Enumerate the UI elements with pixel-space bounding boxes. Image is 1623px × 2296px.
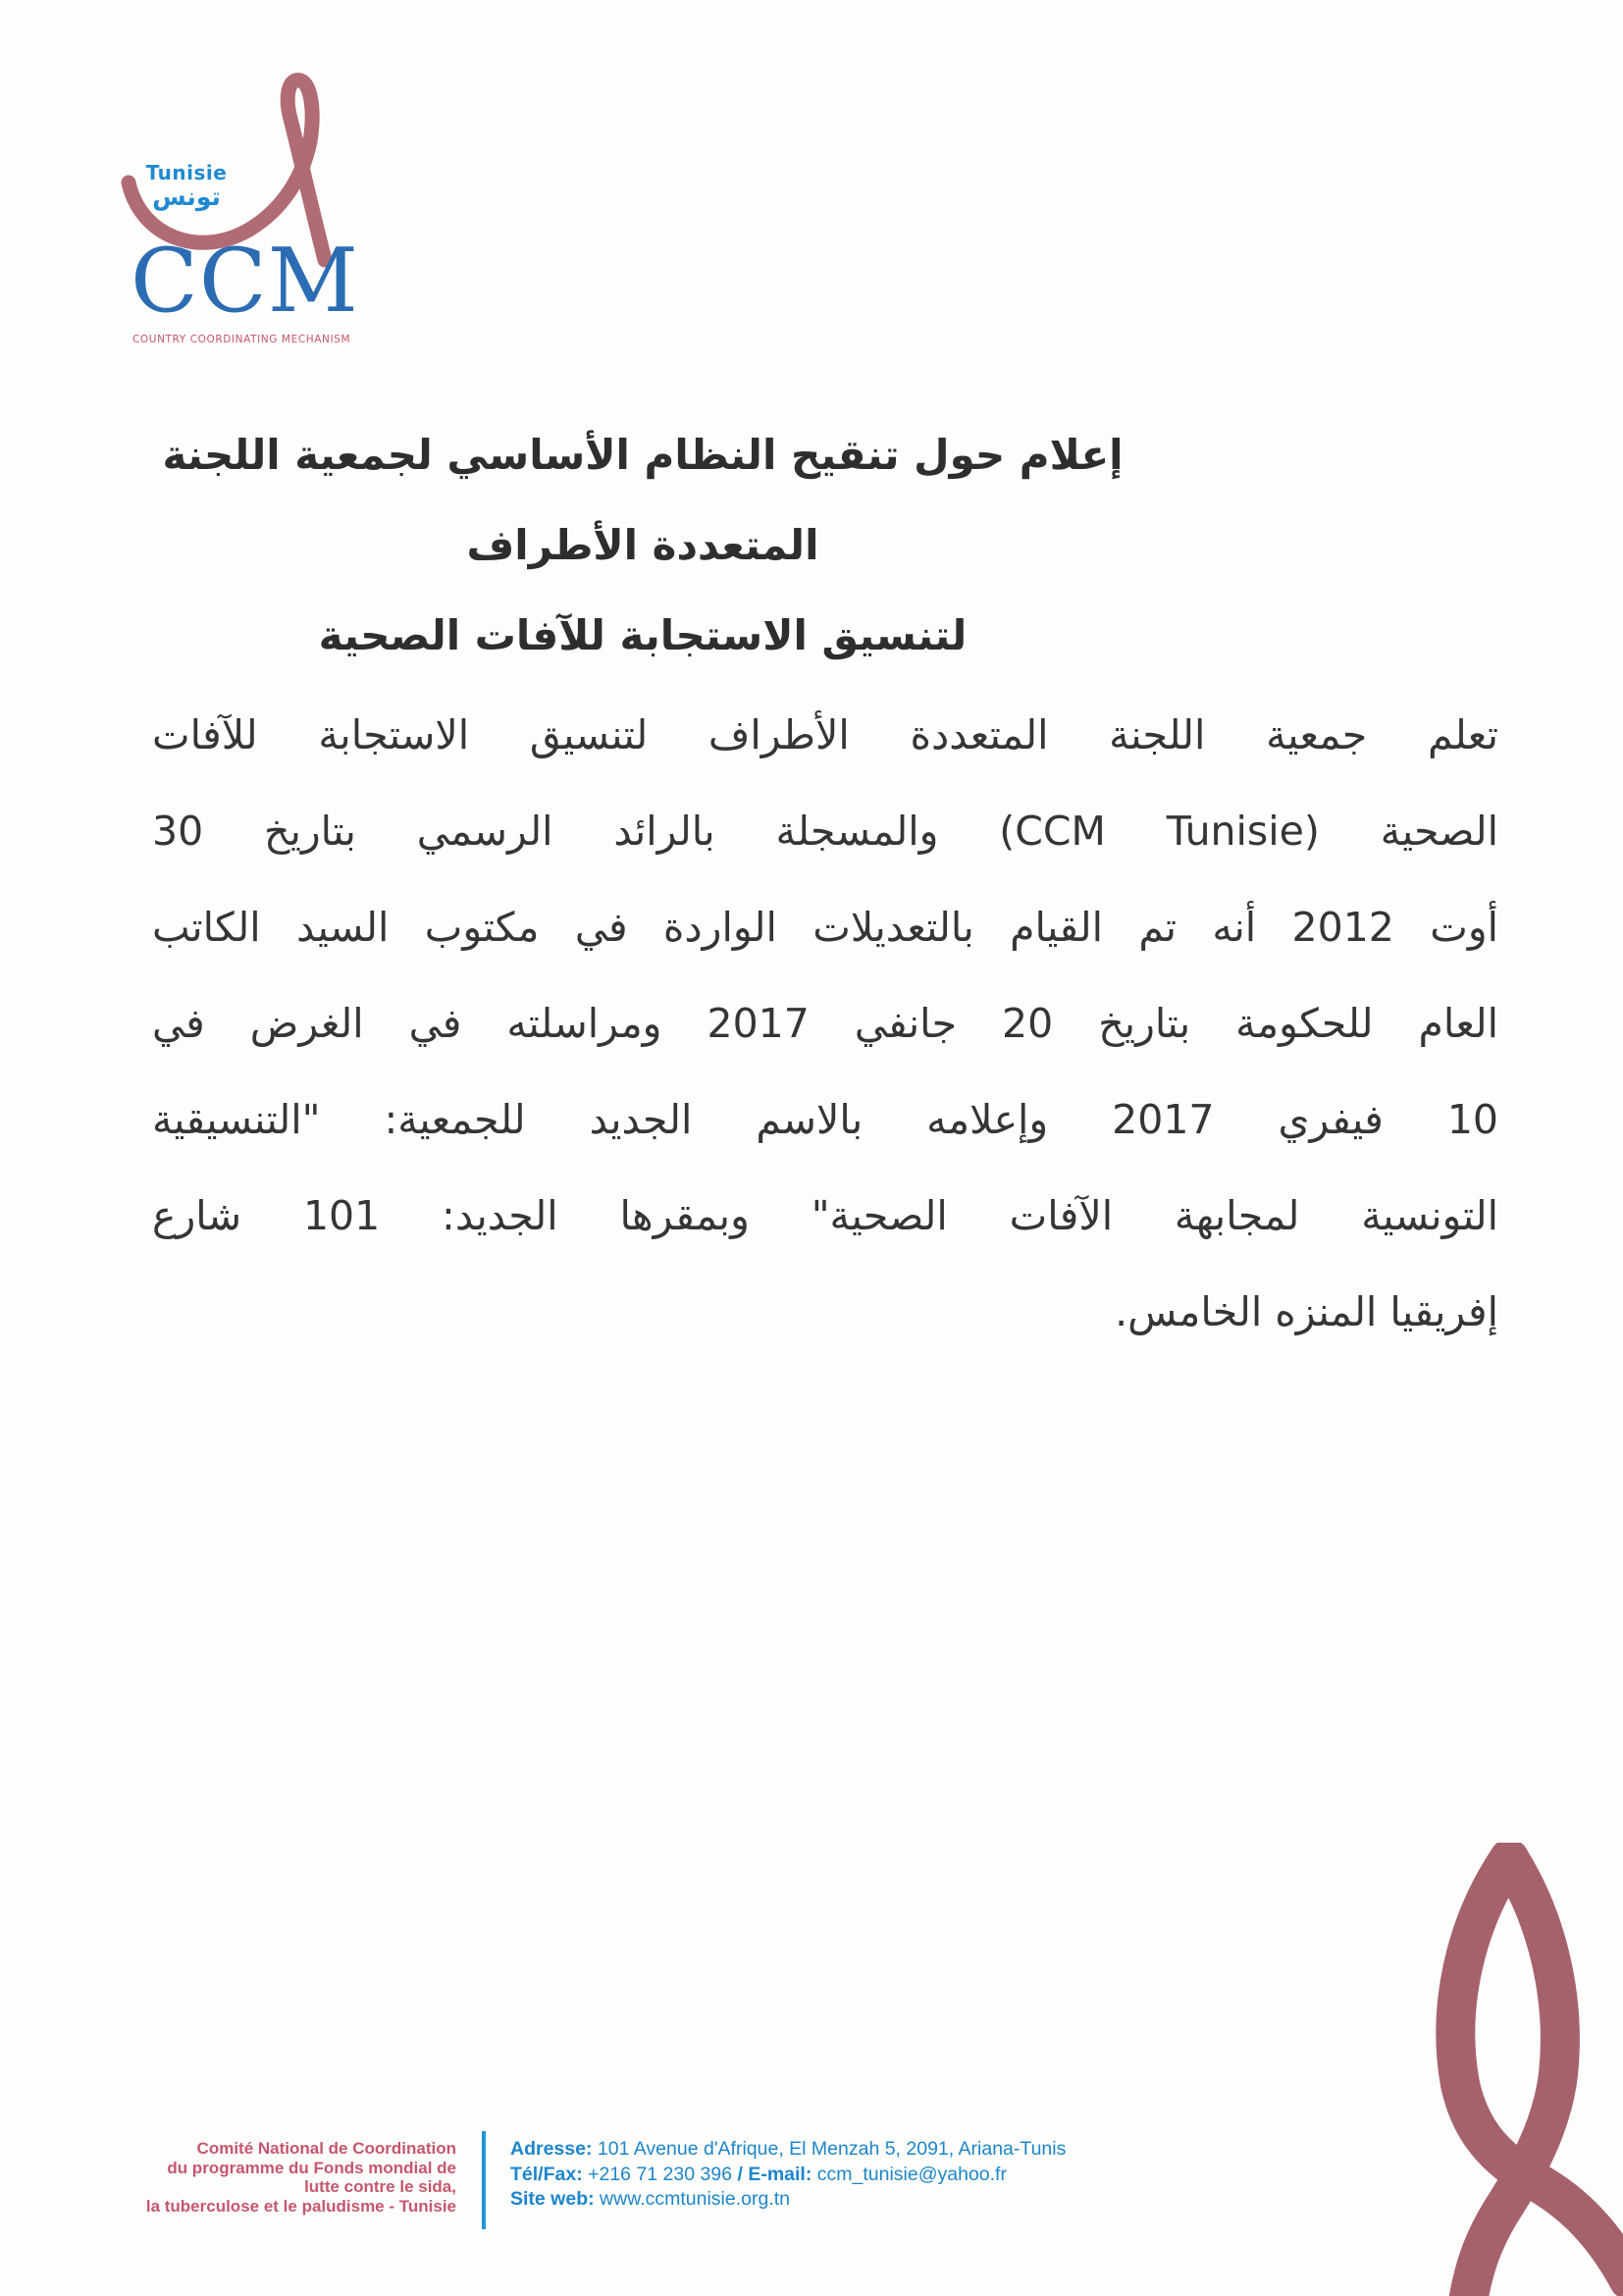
body-line: إفريقيا المنزه الخامس.	[1115, 1288, 1498, 1335]
title-line-2: لتنسيق الاستجابة للآفات الصحية	[318, 611, 968, 659]
siteweb-label: Site web:	[510, 2188, 595, 2210]
footer-org-line: lutte contre le sida,	[304, 2177, 456, 2196]
body-line: التونسية لمجابهة الآفات الصحية" وبمقرها الجديد: 101 شارع	[152, 1192, 1498, 1239]
body-line: تعلم جمعية اللجنة المتعددة الأطراف لتنسيق الاستجابة للآفات	[152, 711, 1498, 758]
logo-subtitle: COUNTRY COORDINATING MECHANISM	[132, 334, 351, 345]
separator: /	[737, 2163, 743, 2185]
body-line: 10 فيفري 2017 وإعلامه بالاسم الجديد للجمعية: "التنسيقية	[152, 1096, 1498, 1143]
footer-org-line: la tuberculose et le paludisme - Tunisie	[145, 2196, 456, 2216]
footer-siteweb-row	[510, 2187, 1276, 2213]
title-line-1: إعلام حول تنقيح النظام الأساسي لجمعية اللجنة المتعددة الأطراف	[162, 431, 1124, 569]
document-body	[152, 687, 1498, 1360]
logo-acronym: CCM	[131, 230, 359, 333]
logo-country-ar: تونس	[152, 183, 221, 211]
document-title	[157, 410, 1128, 681]
body-line: أوت 2012 أنه تم القيام بالتعديلات الواردة في مكتوب السيد الكاتب	[152, 904, 1499, 951]
telfax-value: +216 71 230 396	[588, 2163, 733, 2185]
footer-telfax-row	[510, 2163, 1276, 2188]
siteweb-value: www.ccmtunisie.org.tn	[600, 2188, 791, 2210]
footer-org-line: du programme du Fonds mondial de	[167, 2158, 456, 2177]
ccm-logo	[83, 49, 368, 353]
footer-contact	[510, 2137, 1276, 2213]
email-label: E-mail:	[748, 2163, 812, 2185]
footer-divider	[482, 2131, 486, 2229]
body-line: الصحية (CCM Tunisie) والمسجلة بالرائد الرسمي بتاريخ 30	[152, 808, 1498, 855]
body-line: العام للحكومة بتاريخ 20 جانفي 2017 ومراسلته في الغرض في	[152, 1000, 1498, 1047]
address-label: Adresse:	[510, 2138, 593, 2160]
logo-country-en: Tunisie	[145, 161, 228, 184]
footer-organization	[128, 2139, 456, 2216]
address-value: 101 Avenue d'Afrique, El Menzah 5, 2091, Ariana-Tunis	[597, 2138, 1067, 2160]
awareness-ribbon-graphic	[1389, 1843, 1623, 2296]
telfax-label: Tél/Fax:	[510, 2163, 583, 2185]
email-value: ccm_tunisie@yahoo.fr	[816, 2163, 1007, 2185]
logo-country-labels	[137, 163, 236, 210]
footer-org-line: Comité National de Coordination	[196, 2139, 456, 2158]
footer-address-row	[510, 2137, 1276, 2163]
